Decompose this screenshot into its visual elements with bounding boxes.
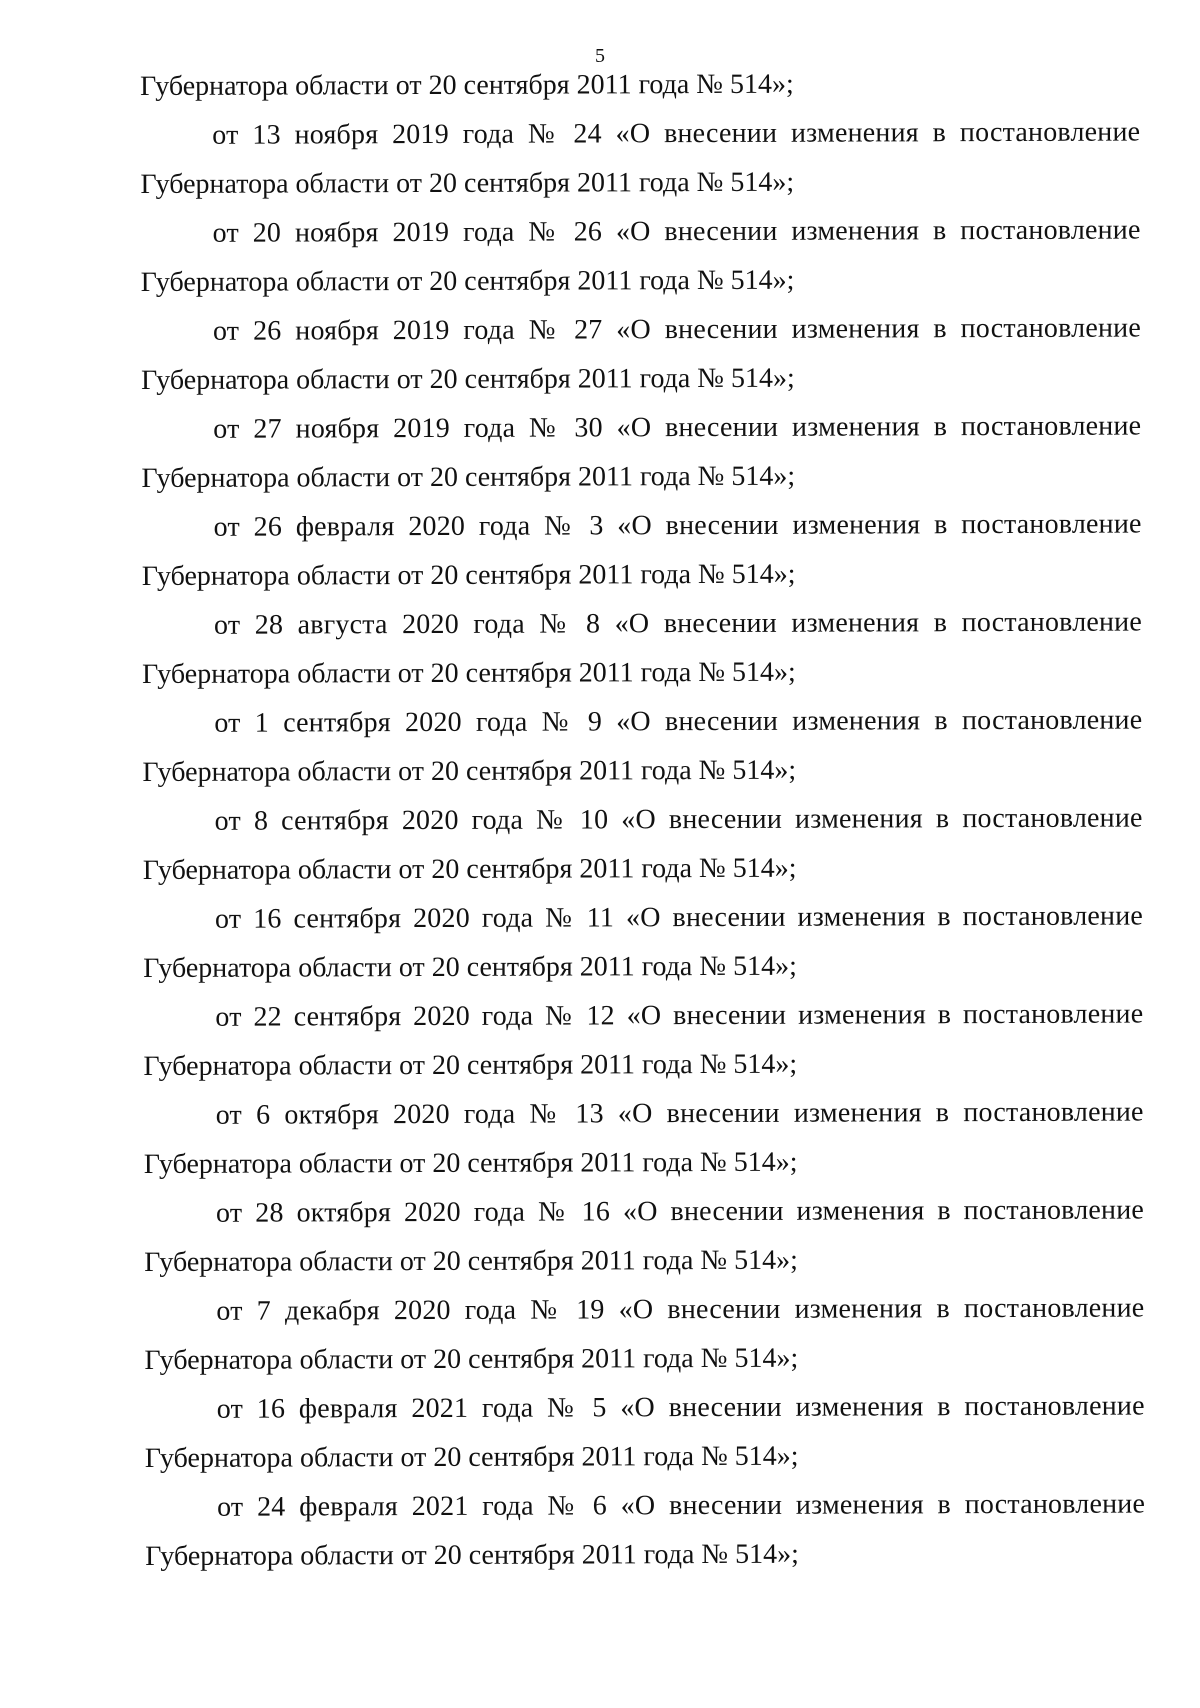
amendment-entry-continuation: Губернатора области от 20 сентября 2011 года № 514»; — [145, 1538, 799, 1572]
paragraph-continuation: Губернатора области от 20 сентября 2011 года № 514»; — [140, 68, 794, 102]
amendment-entry-continuation: Губернатора области от 20 сентября 2011 года № 514»; — [141, 460, 796, 494]
amendment-entry-continuation: Губернатора области от 20 сентября 2011 года № 514»; — [142, 852, 797, 886]
amendment-entry-line: от 27 ноября 2019 года № 30 «О внесении изменения в постановление — [213, 410, 1142, 445]
amendment-entry-line: от 26 февраля 2020 года № 3 «О внесении изменения в постановление — [213, 508, 1142, 543]
amendment-entry-line: от 16 февраля 2021 года № 5 «О внесении изменения в постановление — [216, 1390, 1145, 1425]
amendment-entry-continuation: Губернатора области от 20 сентября 2011 года № 514»; — [144, 1342, 799, 1376]
document-body — [140, 59, 1145, 1581]
amendment-entry-continuation: Губернатора области от 20 сентября 2011 года № 514»; — [144, 1440, 799, 1474]
amendment-entry-continuation: Губернатора области от 20 сентября 2011 года № 514»; — [143, 1048, 798, 1082]
amendment-entry-line: от 13 ноября 2019 года № 24 «О внесении изменения в постановление — [212, 116, 1141, 151]
amendment-entry-continuation: Губернатора области от 20 сентября 2011 года № 514»; — [144, 1244, 798, 1278]
amendment-entry-continuation: Губернатора области от 20 сентября 2011 года № 514»; — [140, 264, 795, 298]
amendment-entry-line: от 8 сентября 2020 года № 10 «О внесении изменения в постановление — [214, 802, 1143, 837]
amendment-entry-continuation: Губернатора области от 20 сентября 2011 года № 514»; — [142, 754, 797, 788]
amendment-entry-line: от 26 ноября 2019 года № 27 «О внесении изменения в постановление — [212, 312, 1141, 347]
amendment-entry-line: от 1 сентября 2020 года № 9 «О внесении изменения в постановление — [214, 704, 1143, 739]
amendment-entry-line: от 22 сентября 2020 года № 12 «О внесении изменения в постановление — [215, 998, 1144, 1033]
amendment-entry-line: от 7 декабря 2020 года № 19 «О внесении изменения в постановление — [216, 1292, 1145, 1327]
amendment-entry-line: от 6 октября 2020 года № 13 «О внесении изменения в постановление — [215, 1096, 1144, 1131]
amendment-entry-line: от 28 октября 2020 года № 16 «О внесении изменения в постановление — [215, 1194, 1145, 1229]
amendment-entry-continuation: Губернатора области от 20 сентября 2011 года № 514»; — [140, 166, 795, 200]
amendment-entry-continuation: Губернатора области от 20 сентября 2011 года № 514»; — [142, 656, 796, 690]
amendment-entry-line: от 16 сентября 2020 года № 11 «О внесении изменения в постановление — [214, 900, 1144, 935]
amendment-entry-line: от 24 февраля 2021 года № 6 «О внесении изменения в постановление — [216, 1488, 1146, 1523]
amendment-entry-line: от 20 ноября 2019 года № 26 «О внесении изменения в постановление — [212, 214, 1141, 249]
amendment-entry-continuation: Губернатора области от 20 сентября 2011 года № 514»; — [143, 1146, 798, 1180]
amendment-entry-continuation: Губернатора области от 20 сентября 2011 года № 514»; — [143, 950, 797, 984]
amendment-entry-continuation: Губернатора области от 20 сентября 2011 года № 514»; — [141, 362, 795, 396]
page-number: 5 — [595, 45, 605, 67]
amendment-entry-line: от 28 августа 2020 года № 8 «О внесении изменения в постановление — [213, 606, 1143, 641]
amendment-entry-continuation: Губернатора области от 20 сентября 2011 года № 514»; — [141, 558, 796, 592]
